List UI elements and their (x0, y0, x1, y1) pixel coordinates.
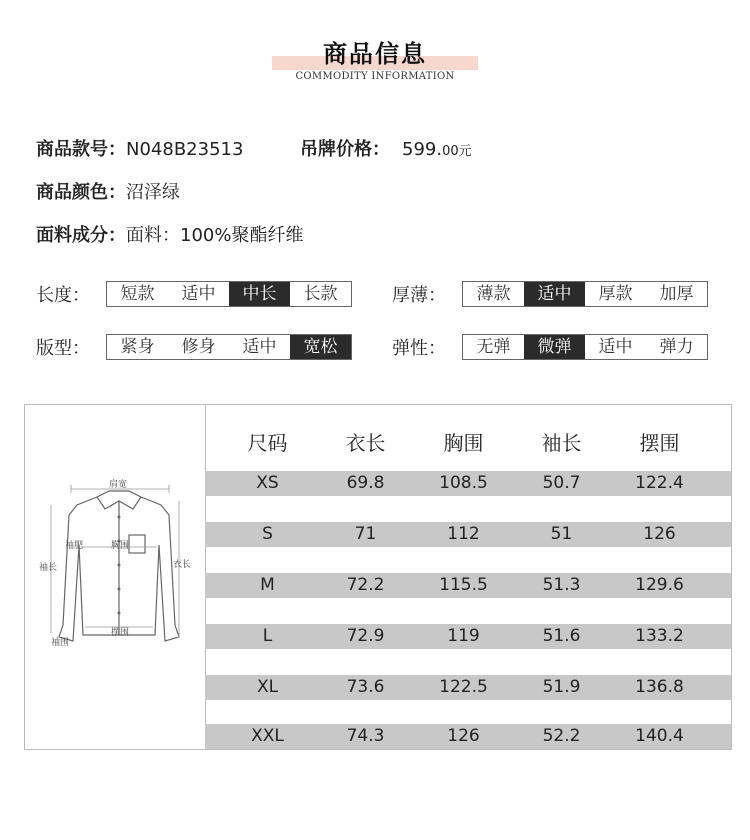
attr-thickness-options (462, 281, 708, 307)
diagram-label-body-length: 衣长 (173, 560, 192, 570)
shirt-measurement-diagram (25, 405, 205, 749)
fabric-value: 面料：100%聚酯纤维 (126, 225, 304, 246)
thickness-option: 薄款 (476, 284, 511, 304)
tag-price-decimal: 00元 (442, 144, 472, 159)
diagram-label-hem: 摆围 (111, 628, 130, 638)
cell-chest: 126 (447, 726, 480, 746)
cell-length: 72.2 (346, 575, 385, 595)
fabric-label: 面料成分： (36, 225, 126, 246)
attr-elasticity (392, 334, 708, 360)
table-row (205, 522, 731, 547)
product-code-value: N048B23513 (126, 139, 244, 160)
attr-thickness-label: 厚薄： (392, 285, 446, 306)
attr-fit (36, 334, 352, 360)
cell-size: S (262, 524, 273, 544)
cell-hem: 122.4 (635, 473, 684, 493)
length-option-selected: 中长 (229, 282, 290, 306)
product-code-row (36, 135, 243, 161)
size-table (24, 404, 732, 750)
cell-size: XS (256, 473, 279, 493)
thickness-option: 厚款 (598, 284, 633, 304)
cell-sleeve: 51 (550, 524, 573, 544)
product-color-label: 商品颜色： (36, 182, 126, 203)
attr-elasticity-label: 弹性： (392, 338, 446, 359)
thickness-option: 加厚 (659, 284, 694, 304)
page-header (0, 34, 750, 82)
cell-length: 72.9 (346, 626, 385, 646)
length-option: 适中 (181, 284, 216, 304)
cell-hem: 140.4 (635, 726, 684, 746)
diagram-label-sleeve-width: 袖肥 (65, 541, 84, 551)
fit-option-selected: 宽松 (290, 335, 351, 359)
cell-length: 74.3 (346, 726, 385, 746)
length-option: 短款 (120, 284, 155, 304)
diagram-label-cuff: 袖围 (51, 638, 70, 648)
table-row (205, 724, 731, 749)
elasticity-option: 弹力 (659, 337, 694, 357)
attr-length (36, 281, 352, 307)
attr-thickness (392, 281, 708, 307)
product-color-value: 沼泽绿 (126, 182, 180, 203)
cell-size: L (262, 626, 273, 646)
page-title: 商品信息 (323, 40, 427, 68)
header-size: 尺码 (247, 431, 288, 455)
cell-chest: 119 (447, 626, 480, 646)
attr-fit-label: 版型： (36, 338, 90, 359)
diagram-label-chest: 胸围 (111, 541, 130, 551)
cell-size: M (260, 575, 275, 595)
cell-hem: 133.2 (635, 626, 684, 646)
tag-price-integer: 599. (402, 139, 443, 160)
table-row (205, 675, 731, 700)
table-row (205, 624, 731, 649)
fit-option: 适中 (242, 337, 277, 357)
cell-length: 73.6 (346, 677, 385, 697)
cell-chest: 122.5 (439, 677, 488, 697)
attr-elasticity-options (462, 334, 708, 360)
product-color-row (36, 178, 180, 204)
cell-chest: 115.5 (439, 575, 488, 595)
cell-length: 71 (354, 524, 377, 544)
header-length: 衣长 (345, 431, 386, 455)
cell-chest: 112 (447, 524, 480, 544)
tag-price-row (300, 135, 472, 161)
cell-hem: 126 (643, 524, 676, 544)
cell-chest: 108.5 (439, 473, 488, 493)
cell-sleeve: 51.6 (542, 626, 581, 646)
size-table-header (205, 405, 731, 473)
table-row (205, 573, 731, 598)
cell-sleeve: 50.7 (542, 473, 581, 493)
length-option: 长款 (303, 284, 338, 304)
attr-length-label: 长度： (36, 285, 90, 306)
cell-sleeve: 52.2 (542, 726, 581, 746)
header-sleeve: 袖长 (541, 431, 582, 455)
tag-price-label: 吊牌价格： (300, 139, 390, 160)
attr-fit-options (106, 334, 352, 360)
table-row (205, 471, 731, 496)
diagram-label-sleeve-length: 袖长 (39, 563, 58, 573)
fit-option: 修身 (181, 337, 216, 357)
cell-hem: 129.6 (635, 575, 684, 595)
elasticity-option: 无弹 (476, 337, 511, 357)
fabric-row (36, 221, 303, 247)
cell-size: XL (256, 677, 279, 697)
elasticity-option-selected: 微弹 (524, 335, 585, 359)
cell-sleeve: 51.3 (542, 575, 581, 595)
header-chest: 胸围 (443, 431, 484, 455)
thickness-option-selected: 适中 (524, 282, 585, 306)
measurement-diagram-cell (25, 405, 206, 749)
diagram-label-shoulder: 肩宽 (109, 480, 128, 490)
header-hem: 摆围 (639, 431, 680, 455)
elasticity-option: 适中 (598, 337, 633, 357)
product-code-label: 商品款号： (36, 139, 126, 160)
cell-length: 69.8 (346, 473, 385, 493)
fit-option: 紧身 (120, 337, 155, 357)
cell-size: XXL (251, 726, 284, 746)
cell-sleeve: 51.9 (542, 677, 581, 697)
cell-hem: 136.8 (635, 677, 684, 697)
attr-length-options (106, 281, 352, 307)
page-subtitle: COMMODITY INFORMATION (295, 71, 455, 82)
